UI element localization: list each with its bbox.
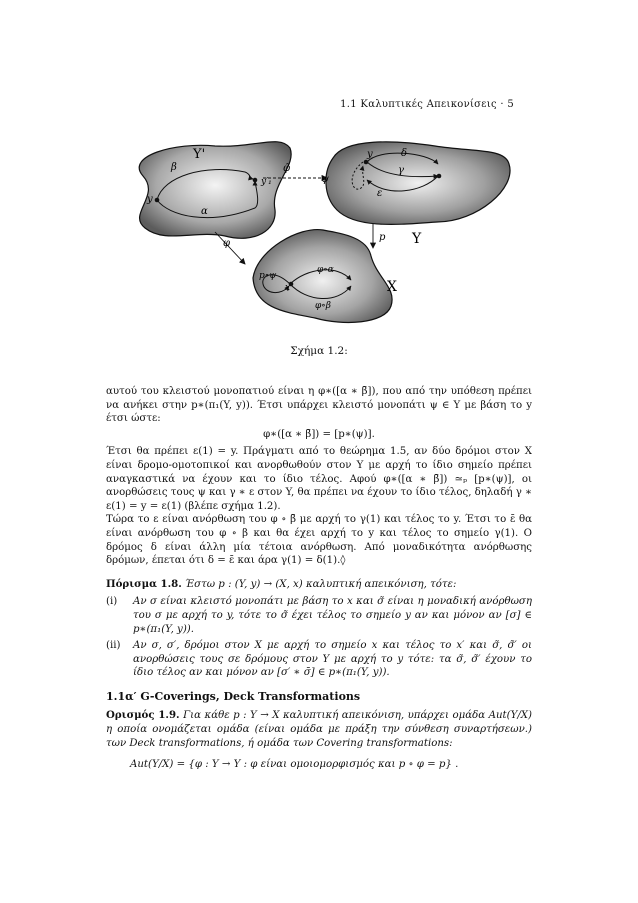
label-y-left: y xyxy=(147,194,153,205)
equation-2: Aut(Y/X) = {φ : Y → Y : φ είναι ομοιομορφισμός και p ∘ φ = p} . xyxy=(130,759,459,771)
section-heading: 1.1α′ G-Coverings, Deck Transformations xyxy=(106,689,361,703)
item-text: Αν σ είναι κλειστό μονοπάτι με βάση το x και σ̃ είναι η μοναδική ανόρθωση του σ με αρχή το y, τότε το σ̃ έχει τέλος το σημείο y αν και μόνον αν [σ] ∈ p∗(π₁(Y, y)). xyxy=(133,596,532,635)
label-phi: φ xyxy=(223,238,231,249)
label-delta: δ xyxy=(401,148,408,159)
paragraph-3: Τώρα το ε είναι ανόρθωση του φ ∘ β̄ με αρχή το γ(1) και τέλος το y. Έτσι το ε̄ θα είναι ανόρθωση του φ ∘ β και θα έχει αρχή το y και τέλος το σημείο γ(1). Ο δρόμος δ είναι άλλη μία τέτοια ανόρθωση. Από μοναδικότητα ανόρθωσης δρόμων, έπεται ότι δ = ε̄ και άρα γ(1) = δ(1).◊ xyxy=(106,514,532,567)
equation-1: φ∗([α ∗ β̄]) = [p∗(ψ)]. xyxy=(263,428,375,440)
corollary xyxy=(106,578,532,592)
label-phi-tilde: φ̃ xyxy=(283,163,291,174)
running-header: 1.1 Καλυπτικές Απεικονίσεις · 5 xyxy=(340,99,514,110)
point-y-left xyxy=(155,198,160,203)
label-y-right: y xyxy=(367,149,373,160)
item-number: (i) xyxy=(106,596,118,608)
label-Y: Y xyxy=(412,231,422,247)
label-p-psi: p∘ψ xyxy=(259,271,277,281)
corollary-list xyxy=(106,595,532,680)
point-gamma-end xyxy=(437,174,442,179)
main-text xyxy=(106,385,532,772)
point-y1-left xyxy=(253,178,258,183)
label-p: p xyxy=(379,232,386,243)
point-y-right xyxy=(364,160,369,165)
label-X: X xyxy=(387,279,397,295)
definition-label: Ορισμός 1.9. xyxy=(106,709,180,722)
paragraph-1: αυτού του κλειστού μονοπατιού είναι η φ∗([α ∗ β̄]), που από την υπόθεση πρέπει να ανήκει στην p∗(π₁(Y, y)). Έτσι υπάρχει κλειστό μονοπάτι ψ ∈ Y με βάση το y έτσι ώστε: xyxy=(106,386,532,425)
figure xyxy=(105,118,535,330)
label-psi: ψ xyxy=(321,174,329,185)
label-phi-alpha: φ∘α xyxy=(317,265,334,275)
label-phi-beta: φ∘β xyxy=(315,301,331,311)
corollary-statement: Έστω p : (Y, y) → (X, x) καλυπτική απεικόνιση, τότε: xyxy=(185,578,457,590)
corollary-item-2 xyxy=(106,639,532,680)
definition xyxy=(106,709,532,750)
label-gamma: γ xyxy=(398,165,404,176)
paragraph-2: Έτσι θα πρέπει ε(1) = y. Πράγματι από το θεώρημα 1.5, αν δύο δρόμοι στον X είναι δρομο-ομοτοπικοί και ανορθωθούν στον Y με αρχή το ίδιο σημείο πρέπει αναγκαστικά να έχουν και το ίδιο τέλος. Αφού φ∗([α ∗ β̄]) ≃ₚ [p∗(ψ)], οι ανορθώσεις τους ψ και γ ∗ ε στον Y, θα πρέπει να έχουν το ίδιο τέλος, δηλαδή γ ∗ ε(1) = y = ε(1) (βλέπε σχήμα 1.2). xyxy=(106,446,532,512)
label-y1: y′₁ xyxy=(261,177,272,187)
figure-diagram xyxy=(105,118,535,330)
label-epsilon: ε xyxy=(377,188,383,199)
corollary-item-1 xyxy=(106,595,532,636)
figure-caption: Σχήμα 1.2: xyxy=(290,345,348,357)
label-alpha: α xyxy=(201,206,208,217)
item-text: Αν σ, σ′, δρόμοι στον X με αρχή το σημείο x και τέλος το x′ και σ̃, σ̃′ οι ανορθώσεις τους σε δρόμους στον Y με αρχή το y τότε: τα σ̃, σ̃′ έχουν το ίδιο τέλος αν και μόνον αν [σ′ ∗ σ̄] ∈ p∗(π₁(Y, y)). xyxy=(133,640,532,679)
label-beta: β xyxy=(171,162,177,173)
label-y-prime: Y' xyxy=(193,147,206,162)
corollary-label: Πόρισμα 1.8. xyxy=(106,577,182,590)
right-space-shape xyxy=(326,142,510,225)
label-x: x xyxy=(285,283,291,293)
item-number: (ii) xyxy=(106,640,121,652)
definition-text: Για κάθε p : Y → X καλυπτική απεικόνιση, υπάρχει ομάδα Aut(Y/X) η οποία ονομάζεται ομάδα (είναι ομάδα με πράξη την σύνθεση συναρτήσεων.) των Deck transformations, ή ομάδα των Covering transformations: xyxy=(106,710,532,749)
